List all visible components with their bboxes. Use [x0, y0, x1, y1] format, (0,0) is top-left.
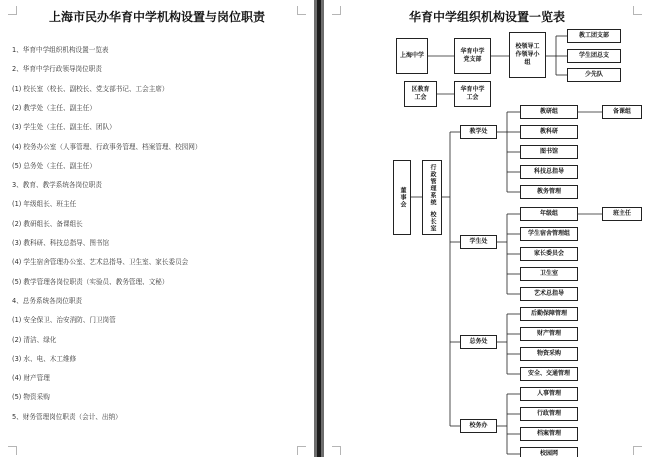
box-unit: 人事管理 [520, 387, 578, 401]
box-unit: 财产管理 [520, 327, 578, 341]
toc-line: (5) 物资采购 [12, 393, 50, 402]
toc-line: 1、华育中学组织机构设置一览表 [12, 46, 109, 54]
principal-office-label: 校长室 [429, 210, 436, 232]
left-document-page [0, 0, 314, 457]
toc-line: (3) 水、电、木工维修 [12, 354, 77, 363]
toc-line: (5) 教学管理各岗位职责（实验员、教务管理、文秘） [12, 277, 169, 286]
toc-line: (4) 财产管理 [12, 374, 50, 383]
crop-mark-bottom-left [8, 446, 17, 455]
box-unit: 学生宿舍管理组 [520, 227, 578, 241]
toc-line: (2) 清洁、绿化 [12, 335, 57, 344]
box-unit: 后勤保障管理 [520, 307, 578, 321]
right-document-page [324, 0, 650, 457]
box-department: 学生处 [460, 235, 497, 249]
box-leading-group: 校领导工 作领导小 组 [509, 32, 546, 78]
toc-line: (1) 年级组长、班主任 [12, 200, 77, 209]
admin-system-label: 行政管理系统 [429, 163, 436, 206]
toc-line: (3) 教科研、科技总指导、图书馆 [12, 239, 110, 247]
box-unit: 艺术总指导 [520, 287, 578, 301]
toc-line: 3、教育、教学系统各岗位职责 [12, 181, 102, 190]
toc-line: 5、财务管理岗位职责（会计、出纳） [12, 412, 122, 421]
box-board: 董事会 [393, 160, 411, 235]
page-gutter [314, 0, 324, 457]
box-unit: 校园网 [520, 447, 578, 457]
box-unit: 家长委员会 [520, 247, 578, 261]
toc-line: (4) 学生宿舍管理办公室、艺术总指导、卫生室、家长委员会 [12, 258, 189, 267]
box-unit: 档案管理 [520, 427, 578, 441]
toc-line: 4、总务系统各岗位职责 [12, 296, 83, 305]
box-sub-unit: 班主任 [602, 207, 642, 221]
toc-line: (2) 教学处（主任、副主任） [12, 103, 96, 112]
box-district-union: 区教育 工会 [404, 81, 437, 107]
right-page-title: 华育中学组织机构设置一览表 [408, 10, 565, 24]
box-unit: 教科研 [520, 125, 578, 139]
box-admin-system [422, 160, 442, 235]
box-party-branch: 华育中学 党支部 [454, 38, 491, 74]
box-unit: 教研组 [520, 105, 578, 119]
box-sub-unit: 备课组 [602, 105, 642, 119]
toc-line: (5) 总务处（主任、副主任） [12, 161, 96, 170]
box-unit: 安全、交通管理 [520, 367, 578, 381]
toc-line: (4) 校务办公室（人事管理、行政事务管理、档案管理、校园网） [12, 142, 202, 151]
box-unit: 年级组 [520, 207, 578, 221]
box-young-pioneers: 少先队 [567, 68, 621, 82]
box-unit: 图书馆 [520, 145, 578, 159]
box-department: 教学处 [460, 125, 497, 139]
box-school-union: 华育中学 工会 [454, 81, 491, 107]
toc-line: (2) 教研组长、备课组长 [12, 219, 83, 228]
box-teacher-league: 教工团支部 [567, 29, 621, 43]
left-page-title: 上海市民办华育中学机构设置与岗位职责 [48, 10, 265, 24]
toc-line: (1) 安全保卫、治安消防、门卫岗管 [12, 316, 116, 325]
box-unit: 卫生室 [520, 267, 578, 281]
crop-mark-bottom-right [297, 446, 306, 455]
box-unit: 物资采购 [520, 347, 578, 361]
box-unit: 科技总指导 [520, 165, 578, 179]
box-department: 总务处 [460, 335, 497, 349]
toc-line: (1) 校长室（校长、副校长、党支部书记、工会主席） [12, 84, 169, 93]
box-unit: 行政管理 [520, 407, 578, 421]
toc-line: (3) 学生处（主任、副主任、团队） [12, 123, 116, 132]
box-unit: 教务管理 [520, 185, 578, 199]
box-shanghai-school: 上海中学 [396, 38, 428, 74]
box-student-league: 学生团总支 [567, 49, 621, 63]
box-department: 校务办 [460, 419, 497, 433]
toc-line: 2、华育中学行政领导岗位职责 [12, 65, 102, 74]
